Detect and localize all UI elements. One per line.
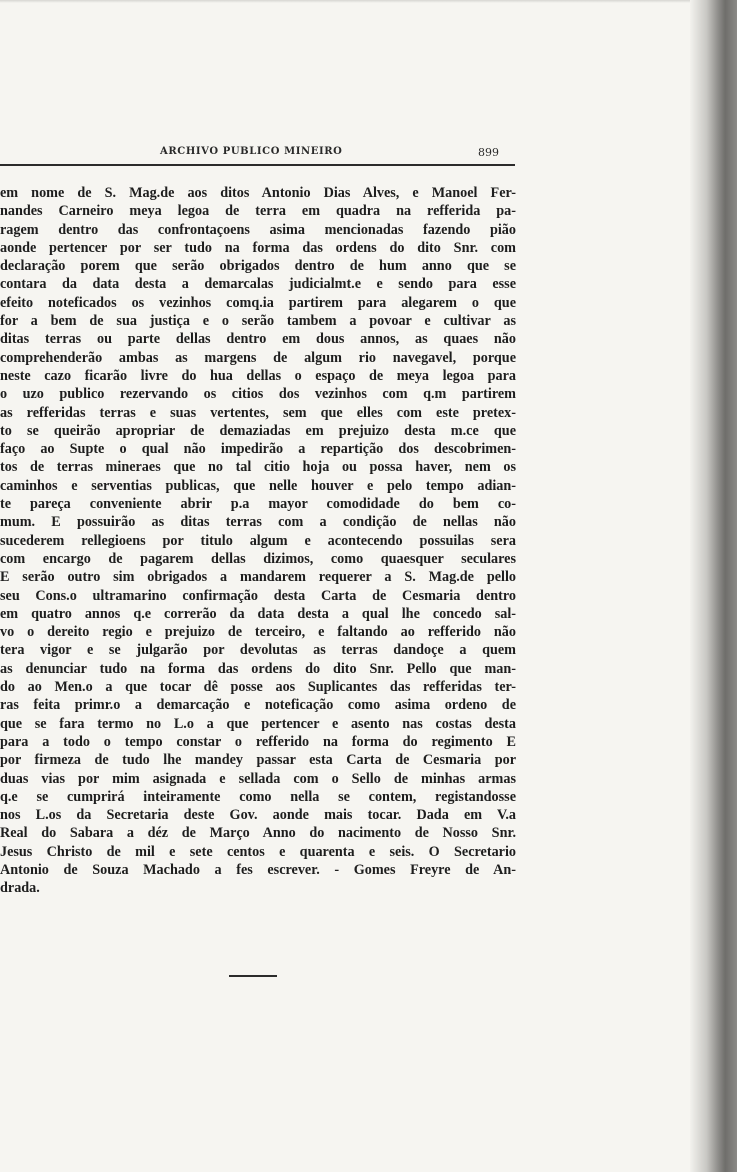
text-line: por firmeza de tudo lhe mandey passar esta Carta de Cesmaria por [0,752,516,769]
text-line: nandes Carneiro meya legoa de terra em quadra na refferida pa- [0,203,516,220]
page-number: 899 [478,146,499,159]
text-line: duas vias por mim asignada e sellada com o Sello de minhas armas [0,770,516,787]
text-line: efeito noteficados os vezinhos comq.ia partirem para alegarem o que [0,294,516,311]
text-line: faço ao Supte o qual não impedirão a repartição dos descobrimen- [0,441,516,458]
text-line: em nome de S. Mag.de aos ditos Antonio Dias Alves, e Manoel Fer- [0,185,516,201]
text-line: E serão outro sim obrigados a mandarem requerer a S. Mag.de pello [0,569,516,586]
book-binding-shadow [690,0,737,1172]
text-line: que se fara termo no L.o a que pertencer e asento nas costas desta [0,715,516,732]
text-line: tera vigor e se julgarão por devolutas as terras dandoçe a quem [0,642,516,659]
text-line: neste cazo ficarão livre do hua dellas o espaço de meya legoa para [0,367,516,384]
text-line: seu Cons.o ultramarino confirmação desta Carta de Cesmaria dentro [0,587,516,604]
text-line: te pareça conveniente abrir p.a mayor comodidade do bem co- [0,496,516,513]
text-line: do ao Men.o a que tocar dê posse aos Suplicantes das refferidas ter- [0,679,516,696]
text-line: tos de terras mineraes que no tal citio hoja ou possa haver, nem os [0,459,516,476]
header-rule [0,164,515,166]
text-line: Antonio de Souza Machado a fes escrever. - Gomes Freyre de An- [0,861,516,878]
text-line: nos L.os da Secretaria deste Gov. aonde mais tocar. Dada em V.a [0,807,516,824]
text-line: caminhos e serventias publicas, que nelle houver e pelo tempo adian- [0,477,516,494]
text-line: to se queirão apropriar de demaziadas em prejuizo desta m.ce que [0,422,516,439]
text-line: as denunciar tudo na forma das ordens do dito Snr. Pello que man- [0,660,516,677]
text-line: mum. E possuirão as ditas terras com a condição de nellas não [0,514,516,531]
running-head-title: ARCHIVO PUBLICO MINEIRO [160,146,343,157]
text-line: com encargo de pagarem dellas dizimos, como quaesquer seculares [0,550,516,567]
text-line: ras feita primr.o a demarcação e noteficação como asima ordeno de [0,697,516,714]
text-line: aonde pertencer por ser tudo na forma das ordens do dito Snr. com [0,239,516,256]
text-line: Jesus Christo de mil e sete centos e quarenta e seis. O Secretario [0,843,516,860]
text-line: vo o dereito regio e prejuizo de terceiro, e faltando ao refferido não [0,624,516,641]
text-line: contara da data desta a demarcalas judicialmt.e e sendo para esse [0,276,516,293]
text-line: for a bem de sua justiça e o serão tambem a povoar e cultivar as [0,313,516,330]
text-line: sucederem rellegioens por titulo algum e acontecendo possuilas sera [0,532,516,549]
text-line: o uzo publico rezervando os citios dos vezinhos com q.m partirem [0,386,516,403]
text-line: ragem dentro das confrontaçoens asima mencionadas fazendo pião [0,221,516,238]
text-line: declaração porem que serão obrigados dentro de hum anno que se [0,258,516,275]
text-line: para a todo o tempo constar o refferido na forma do regimento E [0,733,516,750]
text-line: comprehenderão ambas as margens de algum rio navegavel, porque [0,349,516,366]
running-head [0,146,715,162]
text-line: drada. [0,880,40,897]
text-line: ditas terras ou parte dellas dentro em dous annos, as quaes não [0,331,516,348]
document-body [0,184,516,898]
page-top-edge [0,0,737,3]
text-line: q.e se cumprirá inteiramente como nella se contem, registandosse [0,788,516,805]
text-line: em quatro annos q.e correrão da data desta a qual lhe concedo sal- [0,605,516,622]
text-line: as refferidas terras e suas vertentes, sem que elles com este pretex- [0,404,516,421]
end-ornament-rule [229,975,277,977]
text-line: Real do Sabara a déz de Março Anno do nacimento de Nosso Snr. [0,825,516,842]
